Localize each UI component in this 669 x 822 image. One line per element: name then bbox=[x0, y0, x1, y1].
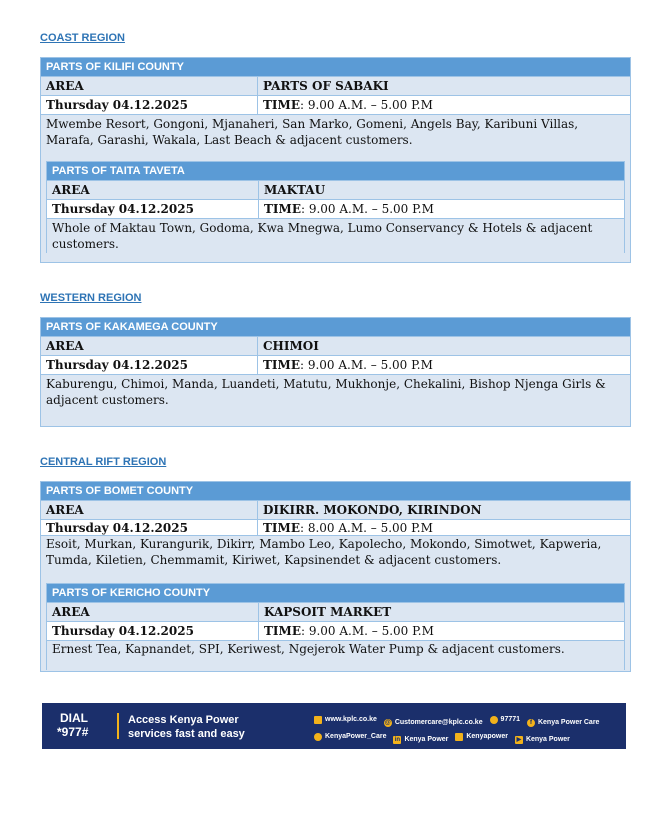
website-contact[interactable] bbox=[314, 713, 377, 727]
bomet-header: PARTS OF BOMET COUNTY bbox=[41, 482, 630, 500]
instagram-icon bbox=[455, 733, 463, 741]
area-value: CHIMOI bbox=[263, 339, 319, 353]
time-label: TIME bbox=[264, 202, 301, 216]
time-value bbox=[259, 200, 624, 218]
phone-icon bbox=[490, 716, 498, 724]
access-text bbox=[128, 713, 245, 741]
facebook-text: Kenya Power Care bbox=[537, 719, 600, 726]
area-label: AREA bbox=[47, 181, 259, 199]
bomet-area-row bbox=[41, 500, 630, 519]
youtube-icon: ▶ bbox=[516, 737, 522, 743]
kilifi-area-row bbox=[41, 76, 630, 95]
taita-header: PARTS OF TAITA TAVETA bbox=[47, 162, 624, 180]
area-label: AREA bbox=[47, 603, 259, 621]
dial-label: DIAL bbox=[60, 711, 88, 725]
facebook-icon: f bbox=[527, 719, 535, 727]
kericho-area-row bbox=[47, 602, 624, 621]
area-label: AREA bbox=[41, 501, 258, 519]
taita-date-row bbox=[47, 199, 624, 218]
facebook-contact[interactable] bbox=[527, 716, 599, 730]
kakamega-date-row bbox=[41, 355, 630, 374]
kakamega-description: Kaburengu, Chimoi, Manda, Luandeti, Matutu, Mukhonje, Chekalini, Bishop Njenga Girls & adjacent customers. bbox=[41, 374, 630, 424]
coast-region-heading: COAST REGION bbox=[40, 32, 125, 44]
kilifi-section bbox=[40, 57, 631, 263]
contact-list bbox=[314, 713, 604, 747]
banner-divider bbox=[117, 713, 119, 739]
linkedin-icon: in bbox=[394, 737, 401, 743]
kericho-header: PARTS OF KERICHO COUNTY bbox=[47, 584, 624, 602]
dial-number: *977# bbox=[57, 725, 89, 739]
time-value bbox=[258, 356, 630, 374]
kericho-description: Ernest Tea, Kapnandet, SPI, Keriwest, Ngejerok Water Pump & adjacent customers. bbox=[47, 640, 624, 670]
email-text: Customercare@kplc.co.ke bbox=[394, 719, 483, 726]
taita-section bbox=[46, 161, 625, 253]
linkedin-contact[interactable] bbox=[393, 733, 448, 747]
area-label: AREA bbox=[41, 77, 258, 95]
central-rift-region-heading: CENTRAL RIFT REGION bbox=[40, 456, 167, 468]
bomet-date-row bbox=[41, 519, 630, 535]
twitter-contact[interactable] bbox=[314, 730, 386, 744]
time-label: TIME bbox=[263, 358, 300, 372]
access-line-1: Access Kenya Power bbox=[128, 714, 239, 726]
phone-text: 97771 bbox=[500, 716, 521, 723]
time-value bbox=[259, 622, 624, 640]
kenya-power-banner bbox=[42, 703, 626, 749]
email-contact[interactable] bbox=[384, 716, 483, 730]
area-value: DIKIRR. MOKONDO, KIRINDON bbox=[263, 503, 482, 517]
taita-description: Whole of Maktau Town, Godoma, Kwa Mnegwa, Lumo Conservancy & Hotels & adjacent customers. bbox=[47, 218, 624, 253]
bomet-description: Esoit, Murkan, Kurangurik, Dikirr, Mambo Leo, Kapolecho, Mokondo, Simotwet, Kapweria, Tumda, Kiletien, Chemmamit, Kiriwet, Kapsinendet & adjacent customers. bbox=[41, 535, 630, 583]
bomet-section bbox=[40, 481, 631, 672]
time-value bbox=[258, 96, 630, 114]
access-line-2: services fast and easy bbox=[128, 728, 245, 740]
date-value: Thursday 04.12.2025 bbox=[41, 96, 258, 114]
time-range: : 9.00 A.M. – 5.00 P.M bbox=[299, 98, 433, 112]
kilifi-description: Mwembe Resort, Gongoni, Mjanaheri, San Marko, Gomeni, Angels Bay, Karibuni Villas, Marafa, Garashi, Wakala, Last Beach & adjacent customers. bbox=[41, 114, 630, 161]
at-sign-icon: @ bbox=[384, 720, 391, 726]
time-label: TIME bbox=[264, 624, 301, 638]
kakamega-header: PARTS OF KAKAMEGA COUNTY bbox=[41, 318, 630, 336]
twitter-text: KenyaPower_Care bbox=[325, 733, 387, 740]
kakamega-section bbox=[40, 317, 631, 427]
monitor-icon bbox=[314, 716, 322, 724]
time-label: TIME bbox=[263, 98, 300, 112]
time-label: TIME bbox=[263, 521, 300, 535]
area-value: KAPSOIT MARKET bbox=[264, 605, 392, 619]
date-value: Thursday 04.12.2025 bbox=[41, 520, 258, 535]
time-range: : 9.00 A.M. – 5.00 P.M bbox=[300, 202, 434, 216]
area-value: PARTS OF SABAKI bbox=[263, 79, 389, 93]
kilifi-header: PARTS OF KILIFI COUNTY bbox=[41, 58, 630, 76]
twitter-icon bbox=[314, 733, 322, 741]
website-text: www.kplc.co.ke bbox=[325, 716, 377, 723]
instagram-contact[interactable] bbox=[455, 730, 508, 744]
kericho-date-row bbox=[47, 621, 624, 640]
dial-code bbox=[57, 711, 88, 739]
kericho-section bbox=[46, 583, 625, 670]
instagram-text: Kenyapower bbox=[466, 733, 508, 740]
western-region-heading: WESTERN REGION bbox=[40, 292, 142, 304]
area-label: AREA bbox=[41, 337, 258, 355]
youtube-text: Kenya Power bbox=[525, 736, 570, 743]
kilifi-date-row bbox=[41, 95, 630, 114]
date-value: Thursday 04.12.2025 bbox=[47, 622, 259, 640]
time-range: : 9.00 A.M. – 5.00 P.M bbox=[300, 624, 434, 638]
youtube-contact[interactable] bbox=[515, 733, 570, 747]
time-value bbox=[258, 520, 630, 535]
kakamega-area-row bbox=[41, 336, 630, 355]
phone-contact[interactable] bbox=[490, 713, 520, 727]
area-value: MAKTAU bbox=[264, 183, 326, 197]
date-value: Thursday 04.12.2025 bbox=[41, 356, 258, 374]
taita-area-row bbox=[47, 180, 624, 199]
linkedin-text: Kenya Power bbox=[404, 736, 449, 743]
time-range: : 9.00 A.M. – 5.00 P.M bbox=[299, 358, 433, 372]
date-value: Thursday 04.12.2025 bbox=[47, 200, 259, 218]
time-range: : 8.00 A.M. – 5.00 P.M bbox=[299, 521, 433, 535]
